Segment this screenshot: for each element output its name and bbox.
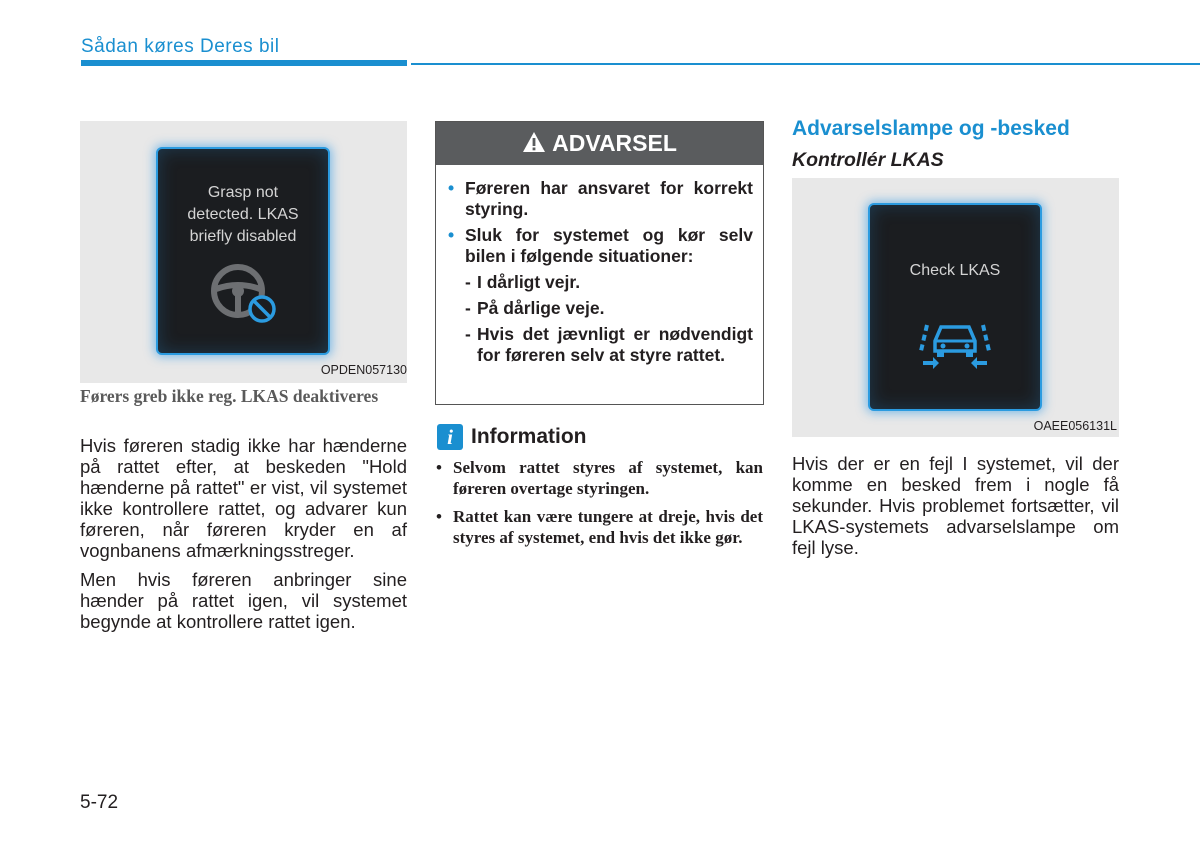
warning-title: ADVARSEL: [552, 130, 677, 156]
figure-code: OAEE056131L: [1033, 419, 1117, 433]
page-number: 5-72: [80, 792, 119, 813]
bullet: •: [436, 458, 442, 477]
info-list: [436, 457, 763, 555]
dash: -: [465, 272, 471, 292]
body-text-left: [80, 435, 407, 632]
screen-line: Grasp not: [207, 184, 279, 201]
screen-message: Check LKAS: [909, 262, 1001, 279]
bullet: •: [448, 225, 455, 245]
screen-message: [158, 182, 328, 248]
steering-wheel-disabled-icon: [210, 259, 282, 327]
figure-caption: Førers greb ikke reg. LKAS deaktiveres: [80, 386, 379, 406]
figure-check-lkas: [792, 178, 1119, 437]
warning-subitem-text: På dårlige veje.: [477, 298, 605, 318]
warning-item-text: Sluk for systemet og kør selv bilen i følgende situationer:: [465, 225, 753, 266]
warning-subitem: [448, 298, 753, 319]
warning-subitem: [448, 324, 753, 366]
paragraph: Hvis føreren stadig ikke har hænderne på rattet efter, at beskeden "Hold hænderne på rattet" er vist, vil systemet ikke kontrollere rattet, og advarer kun føreren, når føreren kryder en af vognbanens afmærkningsstreger.: [80, 435, 407, 561]
bullet: •: [436, 507, 442, 526]
warning-item-text: Føreren har ansvaret for korrekt styring.: [465, 178, 753, 219]
header-bar: [81, 60, 407, 66]
dash: -: [465, 324, 471, 344]
screen-line: briefly disabled: [189, 228, 297, 245]
warning-triangle-icon: [522, 131, 546, 153]
paragraph: Hvis der er en fejl I systemet, vil der komme en besked frem i nogle få sekunder. Hvis problemet fortsætter, vil LKAS-systemets advarselslampe om fejl lyse.: [792, 453, 1119, 558]
section-subtitle: Kontrollér LKAS: [792, 149, 944, 171]
section-title: Advarselslampe og -besked: [792, 117, 1070, 140]
warning-subitem-text: I dårligt vejr.: [477, 272, 581, 292]
bullet: •: [448, 178, 455, 198]
warning-header: [436, 122, 763, 165]
warning-body: [448, 178, 753, 371]
figure-grasp-not-detected: [80, 121, 407, 383]
info-item: [436, 457, 763, 499]
info-item: [436, 506, 763, 548]
lkas-car-lanes-icon: [919, 321, 991, 371]
paragraph: Men hvis føreren anbringer sine hænder på rattet igen, vil systemet begynde at kontrollere rattet igen.: [80, 569, 407, 632]
header-rule: [411, 63, 1200, 65]
warning-box: [435, 121, 764, 405]
info-item-text: Rattet kan være tungere at dreje, hvis det styres af systemet, end hvis det ikke gør.: [453, 507, 763, 547]
cluster-screen: [156, 147, 330, 355]
header-title: Sådan køres Deres bil: [81, 36, 280, 57]
body-text-right: [792, 453, 1119, 558]
warning-subitem-text: Hvis det jævnligt er nødvendigt for føreren selv at styre rattet.: [477, 324, 753, 365]
info-item-text: Selvom rattet styres af systemet, kan føreren overtage styringen.: [453, 458, 763, 498]
warning-item: [448, 225, 753, 267]
info-icon: i: [437, 424, 463, 450]
screen-line: detected. LKAS: [187, 206, 299, 223]
info-title: Information: [471, 425, 587, 448]
warning-item: [448, 178, 753, 220]
dash: -: [465, 298, 471, 318]
figure-code: OPDEN057130: [320, 363, 407, 377]
cluster-screen: [868, 203, 1042, 411]
warning-subitem: [448, 272, 753, 293]
